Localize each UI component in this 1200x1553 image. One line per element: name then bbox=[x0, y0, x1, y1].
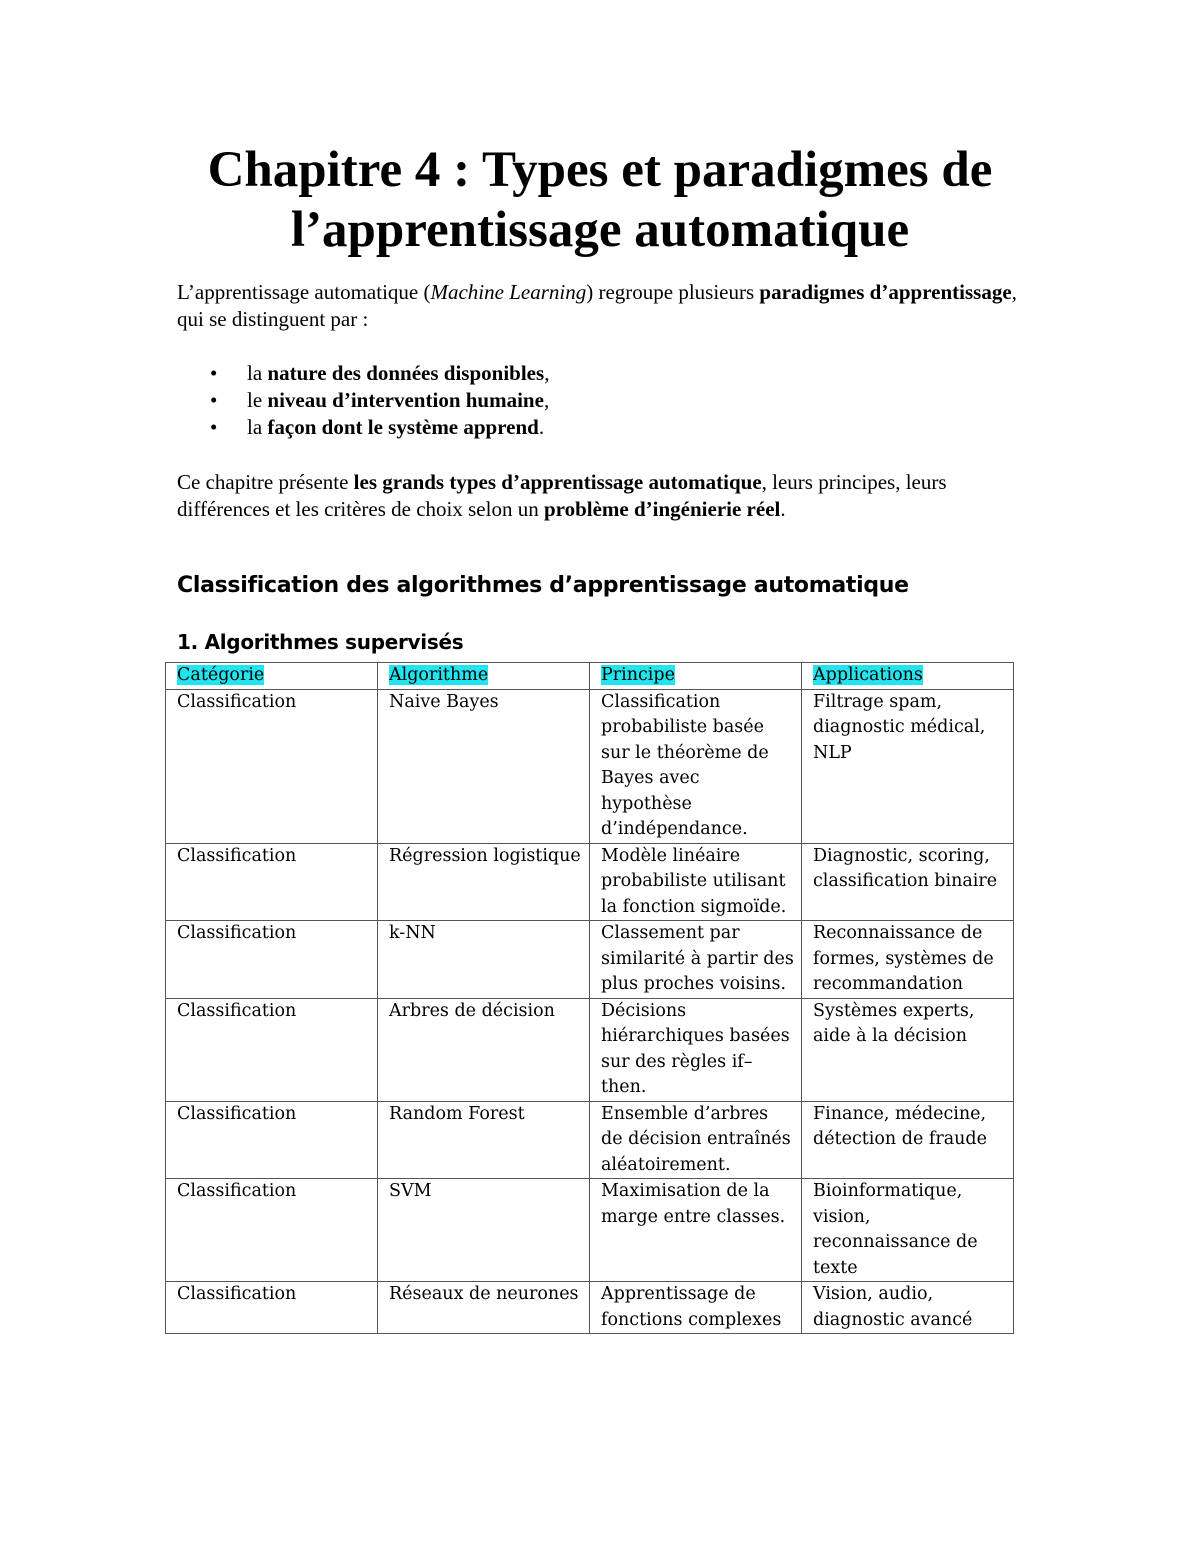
table-row bbox=[166, 1282, 1014, 1334]
intro-paragraph bbox=[177, 279, 1017, 333]
cell-category: Classification bbox=[166, 921, 378, 999]
summary-text-5: . bbox=[780, 497, 786, 521]
list-item-bold: façon dont le système apprend bbox=[267, 415, 539, 439]
cell-applications: Filtrage spam, diagnostic médical, NLP bbox=[802, 689, 1014, 843]
list-item-prefix: le bbox=[247, 388, 268, 412]
supervised-algorithms-table bbox=[165, 662, 1014, 1334]
intro-text-bold: paradigmes d’apprentissage bbox=[759, 280, 1012, 304]
summary-text-3: , leurs principes, leurs différences et les critères de choix selon un bbox=[177, 470, 947, 521]
list-item-suffix: , bbox=[543, 388, 550, 412]
table-row bbox=[166, 1101, 1014, 1179]
cell-category: Classification bbox=[166, 1101, 378, 1179]
cell-applications: Bioinformatique, vision, reconnaissance de texte bbox=[802, 1179, 1014, 1282]
cell-algorithm: k-NN bbox=[378, 921, 590, 999]
header-label: Applications bbox=[813, 665, 923, 685]
intro-text-3: ) regroupe plusieurs bbox=[586, 280, 760, 304]
list-item bbox=[177, 360, 1017, 387]
cell-algorithm: Random Forest bbox=[378, 1101, 590, 1179]
cell-category: Classification bbox=[166, 1179, 378, 1282]
header-label: Catégorie bbox=[177, 665, 265, 685]
cell-principle: Classement par similarité à partir des plus proches voisins. bbox=[590, 921, 802, 999]
header-label: Algorithme bbox=[389, 665, 489, 685]
cell-algorithm: SVM bbox=[378, 1179, 590, 1282]
chapter-title-line-1: Chapitre 4 : Types et paradigmes de bbox=[207, 142, 993, 198]
list-item-prefix: la bbox=[247, 415, 268, 439]
cell-principle: Ensemble d’arbres de décision entraînés aléatoirement. bbox=[590, 1101, 802, 1179]
criteria-list bbox=[177, 360, 1017, 441]
table-row bbox=[166, 1179, 1014, 1282]
cell-principle: Maximisation de la marge entre classes. bbox=[590, 1179, 802, 1282]
table-row bbox=[166, 921, 1014, 999]
table-header-row bbox=[166, 663, 1014, 690]
header-label: Principe bbox=[601, 665, 675, 685]
list-item-bold: niveau d’intervention humaine bbox=[267, 388, 544, 412]
list-item-suffix: , bbox=[544, 361, 550, 385]
cell-applications: Finance, médecine, détection de fraude bbox=[802, 1101, 1014, 1179]
table-row bbox=[166, 998, 1014, 1101]
cell-applications: Reconnaissance de formes, systèmes de recommandation bbox=[802, 921, 1014, 999]
column-header-category bbox=[166, 663, 378, 690]
table-row bbox=[166, 689, 1014, 843]
cell-category: Classification bbox=[166, 843, 378, 921]
intro-text-5: , qui se distinguent par : bbox=[177, 280, 1017, 331]
bullet-icon: • bbox=[210, 415, 218, 439]
cell-principle: Apprentissage de fonctions complexes bbox=[590, 1282, 802, 1334]
cell-principle: Classification probabiliste basée sur le théorème de Bayes avec hypothèse d’indépendance. bbox=[590, 689, 802, 843]
cell-category: Classification bbox=[166, 1282, 378, 1334]
chapter-title-line-2: l’apprentissage automatique bbox=[290, 202, 910, 258]
cell-principle: Décisions hiérarchiques basées sur des règles if–then. bbox=[590, 998, 802, 1101]
summary-text-bold-1: les grands types d’apprentissage automatique bbox=[353, 470, 762, 494]
chapter-title bbox=[150, 140, 1050, 260]
cell-category: Classification bbox=[166, 998, 378, 1101]
list-item-bold: nature des données disponibles bbox=[267, 361, 545, 385]
cell-applications: Diagnostic, scoring, classification binaire bbox=[802, 843, 1014, 921]
cell-algorithm: Naive Bayes bbox=[378, 689, 590, 843]
cell-principle: Modèle linéaire probabiliste utilisant la fonction sigmoïde. bbox=[590, 843, 802, 921]
list-item-suffix: . bbox=[538, 415, 545, 439]
column-header-principle bbox=[590, 663, 802, 690]
cell-applications: Vision, audio, diagnostic avancé bbox=[802, 1282, 1014, 1334]
cell-algorithm: Réseaux de neurones bbox=[378, 1282, 590, 1334]
list-item-prefix: la bbox=[247, 361, 268, 385]
column-header-algorithm bbox=[378, 663, 590, 690]
summary-text-1: Ce chapitre présente bbox=[177, 470, 354, 494]
section-heading: Classification des algorithmes d’apprentissage automatique bbox=[177, 573, 909, 598]
list-item bbox=[177, 414, 1017, 441]
list-item bbox=[177, 387, 1017, 414]
column-header-applications bbox=[802, 663, 1014, 690]
cell-algorithm: Régression logistique bbox=[378, 843, 590, 921]
bullet-icon: • bbox=[210, 361, 218, 385]
bullet-icon: • bbox=[210, 388, 218, 412]
intro-text-1: L’apprentissage automatique ( bbox=[177, 280, 431, 304]
cell-algorithm: Arbres de décision bbox=[378, 998, 590, 1101]
subsection-heading: 1. Algorithmes supervisés bbox=[177, 630, 464, 654]
cell-category: Classification bbox=[166, 689, 378, 843]
intro-text-italic: Machine Learning bbox=[430, 280, 587, 304]
table-row bbox=[166, 843, 1014, 921]
cell-applications: Systèmes experts, aide à la décision bbox=[802, 998, 1014, 1101]
summary-text-bold-2: problème d’ingénierie réel bbox=[543, 497, 781, 521]
summary-paragraph bbox=[177, 469, 1017, 523]
